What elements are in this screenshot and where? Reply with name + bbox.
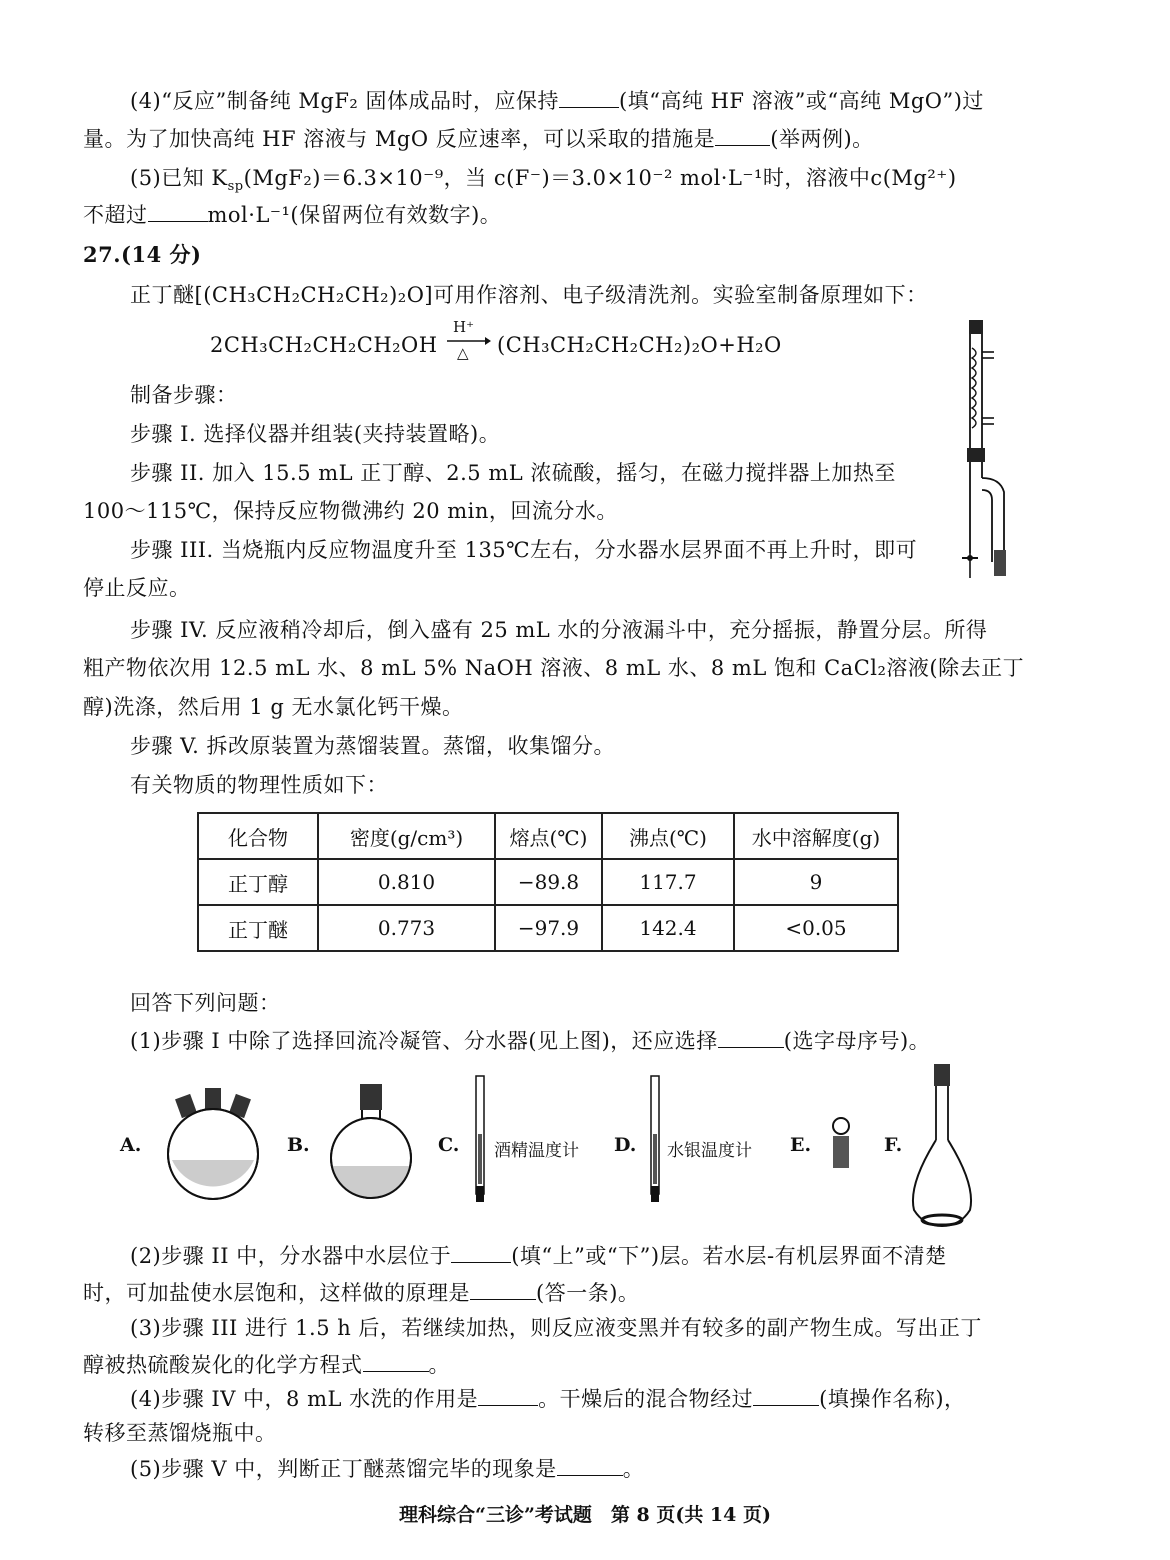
table-row bbox=[198, 905, 898, 951]
table-header-cell: 熔点(℃) bbox=[495, 813, 602, 859]
step-1: 步骤 I. 选择仪器并组装(夹持装置略)。 bbox=[130, 422, 501, 446]
step-3-line1: 步骤 III. 当烧瓶内反应物温度升至 135℃左右，分水器水层界面不再上升时，即可 bbox=[130, 538, 918, 562]
table-cell: −97.9 bbox=[495, 905, 602, 951]
question-3-line1: (3)步骤 III 进行 1.5 h 后，若继续加热，则反应液变黑并有较多的副产物生成。写出正丁 bbox=[130, 1316, 982, 1340]
step-3-line2: 停止反应。 bbox=[83, 576, 191, 600]
table-cell: 0.773 bbox=[318, 905, 495, 951]
table-cell: 正丁醚 bbox=[198, 905, 318, 951]
table-header-cell: 密度(g/cm³) bbox=[318, 813, 495, 859]
question-2-line1: (2)步骤 II 中，分水器中水层位于 (填“上”或“下”)层。若水层-有机层界面不清楚 bbox=[130, 1244, 947, 1268]
answer-blank[interactable] bbox=[715, 127, 770, 146]
answer-blank[interactable] bbox=[470, 1281, 536, 1300]
table-header-cell: 化合物 bbox=[198, 813, 318, 859]
equation-right: (CH₃CH₂CH₂CH₂)₂O+H₂O bbox=[497, 333, 782, 357]
q26-part5-line2: 不超过 mol·L⁻¹(保留两位有效数字)。 bbox=[83, 203, 502, 227]
question-4-line1: (4)步骤 IV 中，8 mL 水洗的作用是 。干燥后的混合物经过 (填操作名称)， bbox=[130, 1387, 966, 1411]
table-cell: 正丁醇 bbox=[198, 859, 318, 905]
props-title: 有关物质的物理性质如下： bbox=[130, 773, 388, 797]
option-f-label: F. bbox=[884, 1134, 903, 1156]
volumetric-flask-icon bbox=[906, 1060, 978, 1232]
step-2-line2: 100～115℃，保持反应物微沸约 20 min，回流分水。 bbox=[83, 499, 618, 523]
question-1: (1)步骤 I 中除了选择回流冷凝管、分水器(见上图)，还应选择 (选字母序号)。 bbox=[130, 1029, 931, 1053]
option-d-text: 水银温度计 bbox=[667, 1141, 752, 1161]
question-2-line2: 时，可加盐使水层饱和，这样做的原理是 (答一条)。 bbox=[83, 1281, 640, 1305]
steps-title: 制备步骤： bbox=[130, 383, 238, 407]
table-cell: −89.8 bbox=[495, 859, 602, 905]
reaction-arrow: H⁺ △ bbox=[445, 318, 491, 364]
table-cell: 142.4 bbox=[602, 905, 734, 951]
mercury-thermometer-icon bbox=[645, 1074, 665, 1204]
option-c-label: C. bbox=[438, 1134, 460, 1156]
question-3-line2: 醇被热硫酸炭化的化学方程式 。 bbox=[83, 1353, 450, 1377]
q27-header: 27.(14 分) bbox=[83, 242, 202, 267]
table-header-cell: 水中溶解度(g) bbox=[734, 813, 898, 859]
q26-part4-line1: (4)“反应”制备纯 MgF₂ 固体成品时，应保持 (填“高纯 HF 溶液”或“高纯 MgO”)过 bbox=[130, 89, 984, 113]
condenser-separator-diagram bbox=[950, 318, 1030, 583]
question-4-line2: 转移至蒸馏烧瓶中。 bbox=[83, 1421, 277, 1445]
three-neck-flask-icon bbox=[158, 1082, 268, 1202]
answer-blank[interactable] bbox=[148, 203, 208, 222]
step-4-line3: 醇)洗涤，然后用 1 g 无水氯化钙干燥。 bbox=[83, 695, 464, 719]
answer-blank[interactable] bbox=[478, 1387, 538, 1406]
option-d-label: D. bbox=[614, 1134, 637, 1156]
answer-blank[interactable] bbox=[718, 1029, 784, 1048]
alcohol-thermometer-icon bbox=[470, 1074, 490, 1204]
option-b-label: B. bbox=[287, 1134, 310, 1156]
question-5: (5)步骤 V 中，判断正丁醚蒸馏完毕的现象是 。 bbox=[130, 1457, 645, 1481]
q26-part5-line1: (5)已知 $K_{sp}(MgF_2)=6.3\times 10^{-9}$，当 c(F⁻)＝3.0×10⁻² mol·L⁻¹时，溶液中c(Mg²⁺) bbox=[130, 166, 957, 195]
equation-left: 2CH₃CH₂CH₂CH₂OH bbox=[210, 333, 438, 357]
answer-blank[interactable] bbox=[451, 1244, 511, 1263]
answer-blank[interactable] bbox=[557, 1457, 623, 1476]
q26-part4-line2: 量。为了加快高纯 HF 溶液与 MgO 反应速率，可以采取的措施是 (举两例)。 bbox=[83, 127, 874, 151]
answer-title: 回答下列问题： bbox=[130, 991, 281, 1015]
step-4-line2: 粗产物依次用 12.5 mL 水、8 mL 5% NaOH 溶液、8 mL 水、8 mL 饱和 CaCl₂溶液(除去正丁 bbox=[83, 656, 1025, 680]
answer-blank[interactable] bbox=[363, 1353, 429, 1372]
answer-blank[interactable] bbox=[559, 89, 619, 108]
step-5: 步骤 V. 拆改原装置为蒸馏装置。蒸馏，收集馏分。 bbox=[130, 734, 616, 758]
table-cell: 0.810 bbox=[318, 859, 495, 905]
table-cell: 117.7 bbox=[602, 859, 734, 905]
round-bottom-flask-icon bbox=[325, 1082, 415, 1202]
stopper-icon bbox=[826, 1116, 856, 1172]
table-cell: 9 bbox=[734, 859, 898, 905]
table-header-row bbox=[198, 813, 898, 859]
option-e-label: E. bbox=[790, 1134, 812, 1156]
table-row bbox=[198, 859, 898, 905]
table-header-cell: 沸点(℃) bbox=[602, 813, 734, 859]
properties-table bbox=[197, 812, 899, 952]
q27-intro: 正丁醚[(CH₃CH₂CH₂CH₂)₂O]可用作溶剂、电子级清洗剂。实验室制备原理如下： bbox=[130, 283, 928, 307]
table-cell: <0.05 bbox=[734, 905, 898, 951]
answer-blank[interactable] bbox=[753, 1387, 819, 1406]
step-2-line1: 步骤 II. 加入 15.5 mL 正丁醇、2.5 mL 浓硫酸，摇匀，在磁力搅拌器上加热至 bbox=[130, 461, 896, 485]
page-footer: 理科综合“三诊”考试题 第 8 页(共 14 页) bbox=[399, 1504, 771, 1526]
step-4-line1: 步骤 IV. 反应液稍冷却后，倒入盛有 25 mL 水的分液漏斗中，充分摇振，静置分层。所得 bbox=[130, 618, 988, 642]
option-c-text: 酒精温度计 bbox=[494, 1141, 579, 1161]
option-a-label: A. bbox=[120, 1134, 142, 1156]
